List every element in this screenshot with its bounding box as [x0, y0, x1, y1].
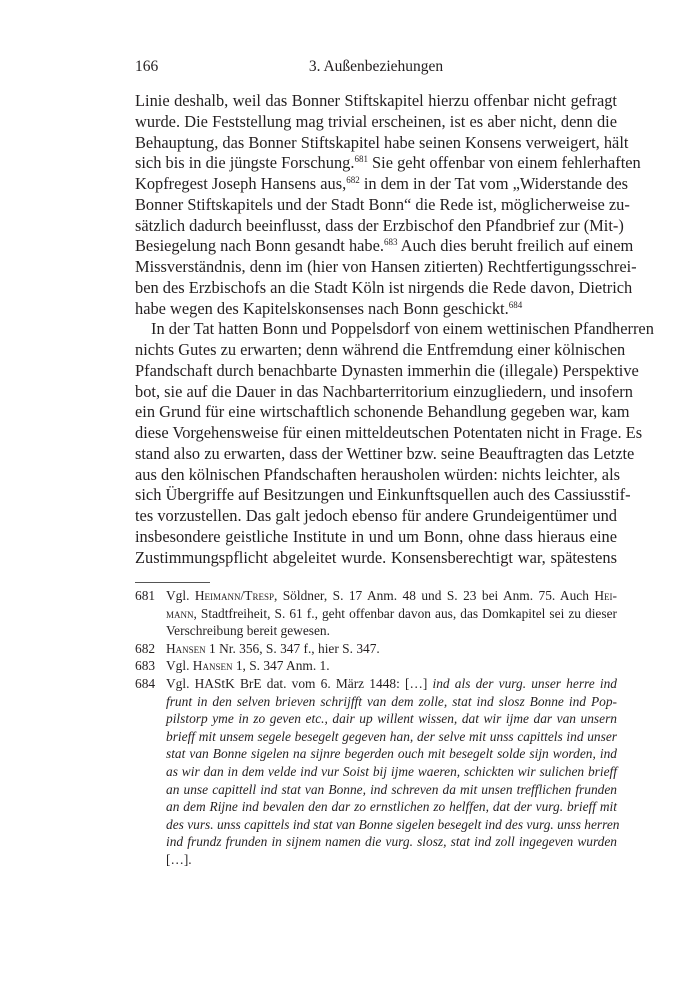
- footnote-line: [166, 587, 617, 605]
- running-head: 3. Außenbeziehungen: [308, 58, 444, 75]
- footnote-683: [135, 657, 617, 675]
- footnote-line: [166, 728, 617, 746]
- main-text: [135, 91, 654, 568]
- footnote-line: [166, 745, 617, 763]
- footnote-ref-682[interactable]: 682: [346, 175, 360, 185]
- quoted-source: ind frundz frunden in sijnem namen die vurg. slosz, stat ind zoll ingegeven wurden: [166, 834, 617, 850]
- author-name: Heimann/Tresp: [194, 588, 274, 603]
- text-segment: in dem in der Tat vom „Widerstande des: [359, 174, 628, 193]
- quoted-source: des vurs. unss capittels ind stat van Bonne sigelen besegelt ind des vurg. unss herren: [166, 816, 620, 832]
- footnote-line: [166, 710, 617, 728]
- text-segment: 1, S. 347 Anm. 1.: [232, 658, 330, 674]
- text-line: insbesondere geistliche Institute in und um Bonn, ohne dass hieraus eine: [135, 526, 617, 546]
- text-segment: Vgl.: [166, 658, 193, 674]
- quoted-source: ind als der vurg. unser herre ind: [432, 675, 617, 691]
- footnote-separator: [135, 582, 210, 583]
- footnotes: [135, 587, 620, 869]
- footnote-number: 684: [135, 675, 156, 691]
- footnote-line: [166, 798, 617, 816]
- author-name: Hansen: [166, 640, 206, 656]
- footnote-line: [166, 657, 617, 675]
- quoted-source: an dem Rijne ind bevalen den dar zo ernstlichen zo helffen, dat der vurg. brieff mit: [166, 799, 617, 815]
- text-line: aus den kölnischen Pfandschaften herausholen würden: nichts leichter, als: [135, 464, 620, 484]
- text-line: wurde. Die Feststellung mag trivial erscheinen, ist es aber nicht, denn die: [135, 111, 617, 131]
- footnote-ref-683[interactable]: 683: [383, 237, 398, 248]
- text-segment: 1 Nr. 356, S. 347 f., hier S. 347.: [205, 640, 380, 656]
- text-segment: […].: [166, 851, 192, 867]
- footnote-number: 681: [135, 588, 156, 603]
- text-line: sich Übergriffe auf Besitzungen und Einkunftsquellen auch des Cassiusstif-: [135, 485, 631, 505]
- page-header: [135, 58, 617, 80]
- footnote-line: [166, 693, 617, 711]
- text-line: Behauptung, das Bonner Stiftskapitel habe seinen Konsens verweigert, hält: [135, 132, 629, 152]
- quoted-source: pilstorp yme in zo geven etc., dair up willent wissen, dat wir ijme dar van unsern: [166, 711, 617, 727]
- quoted-source: frunt in den selven brieven schrijfft van dem zolle, stat ind slosz Bonne ind Pop-: [166, 693, 617, 709]
- text-line: [135, 174, 628, 195]
- text-line: bot, sie auf die Dauer in das Nachbarterritorium einzugliedern, und insofern: [135, 381, 633, 401]
- footnote-number: 683: [135, 658, 156, 674]
- text-line: Bonner Stiftskapitels und der Stadt Bonn“ die Rede ist, möglicherweise zu-: [135, 194, 630, 214]
- text-line: nichts Gutes zu erwarten; denn während die Entfremdung einer kölnischen: [135, 340, 626, 359]
- footnote-number: 682: [135, 640, 156, 656]
- author-name: Hansen: [192, 658, 233, 674]
- text-segment: , Stadtfreiheit, S. 61 f., geht offenbar davon aus, das Domkapitel sei zu dieser: [193, 605, 617, 621]
- text-line: [135, 236, 634, 257]
- footnote-line: [166, 851, 617, 869]
- footnote-684: [135, 675, 620, 869]
- text-segment: , Söldner, S. 17 Anm. 48 und S. 23 bei Anm. 75. Auch: [273, 588, 595, 603]
- text-line: ben des Erzbischofs an die Stadt Köln ist nirgends die Rede davon, Dietrich: [135, 277, 633, 297]
- text-segment: Auch dies beruht freilich auf einem: [397, 236, 634, 256]
- quoted-source: an unse capittell ind stat van Bonne, ind schreven da mit unsen trefflichen frunden: [166, 781, 617, 797]
- author-name: Hei-: [594, 588, 617, 603]
- text-line: [135, 299, 617, 320]
- text-segment: sich bis in die jüngste Forschung.: [135, 153, 355, 173]
- text-segment: habe wegen des Kapitelskonsenses nach Bonn geschickt.: [135, 298, 509, 318]
- quoted-source: stat van Bonne sigelen na sijnre begerden ouch mit besegelt solde sijn worden, ind: [166, 746, 617, 762]
- text-segment: Vgl.: [166, 588, 195, 603]
- text-line: tes vorzustellen. Das galt jedoch ebenso für andere Grundeigentümer und: [135, 506, 617, 525]
- author-name: mann: [166, 605, 194, 621]
- footnote-line: [166, 781, 617, 799]
- footnote-line: [166, 675, 617, 693]
- footnote-line: [166, 763, 617, 781]
- text-line: Pfandschaft durch benachbarte Dynasten immerhin die (illegale) Perspektive: [135, 360, 639, 380]
- text-segment: Sie geht offenbar von einem fehlerhaften: [367, 153, 641, 173]
- footnote-line: [166, 833, 617, 851]
- footnote-line: [166, 816, 620, 834]
- text-segment: Verschreibung bereit gewesen.: [166, 623, 330, 639]
- text-line: ein Grund für eine wirtschaftlich schonende Behandlung gegeben war, kam: [135, 402, 630, 422]
- footnote-line: [166, 640, 617, 658]
- text-line: Zustimmungspflicht abgeleitet wurde. Konsensberechtigt war, spätestens: [135, 547, 617, 567]
- text-line: sätzlich dadurch beeinflusst, dass der Erzbischof den Pfandbrief zur (Mit-): [135, 215, 624, 235]
- text-segment: Besiegelung nach Bonn gesandt habe.: [135, 236, 384, 256]
- text-segment: Kopfregest Joseph Hansens aus,: [135, 174, 347, 193]
- footnote-682: [135, 640, 617, 658]
- quoted-source: as wir dan in dem velde ind vur Soist bij ijme waeren, schickten wir sulichen brieff: [166, 763, 617, 779]
- footnote-681: [135, 587, 617, 640]
- footnote-line: [166, 605, 617, 623]
- footnote-ref-684[interactable]: 684: [508, 299, 523, 310]
- text-line: Linie deshalb, weil das Bonner Stiftskapitel hierzu offenbar nicht gefragt: [135, 91, 617, 110]
- text-segment: Vgl. HAStK BrE dat. vom 6. März 1448: […]: [166, 675, 433, 691]
- footnote-ref-681[interactable]: 681: [354, 154, 368, 165]
- footnote-line: [166, 622, 617, 640]
- text-line: [135, 153, 641, 174]
- quoted-source: brieff mit unsem segele besegelt gegeven han, der selve mit unss capittels ind unser: [166, 728, 617, 744]
- text-line: diese Vorgehensweise für einen mitteldeutschen Potentaten nicht in Frage. Es: [135, 423, 643, 442]
- text-line: stand also zu erwarten, dass der Wettiner bzw. seine Beauftragten das Letzte: [135, 443, 635, 463]
- page-number: 166: [135, 58, 159, 75]
- paragraph-start-line: In der Tat hatten Bonn und Poppelsdorf von einem wettinischen Pfandherren: [151, 319, 654, 339]
- text-line: Missverständnis, denn im (hier von Hansen zitierten) Rechtfertigungsschrei-: [135, 257, 637, 276]
